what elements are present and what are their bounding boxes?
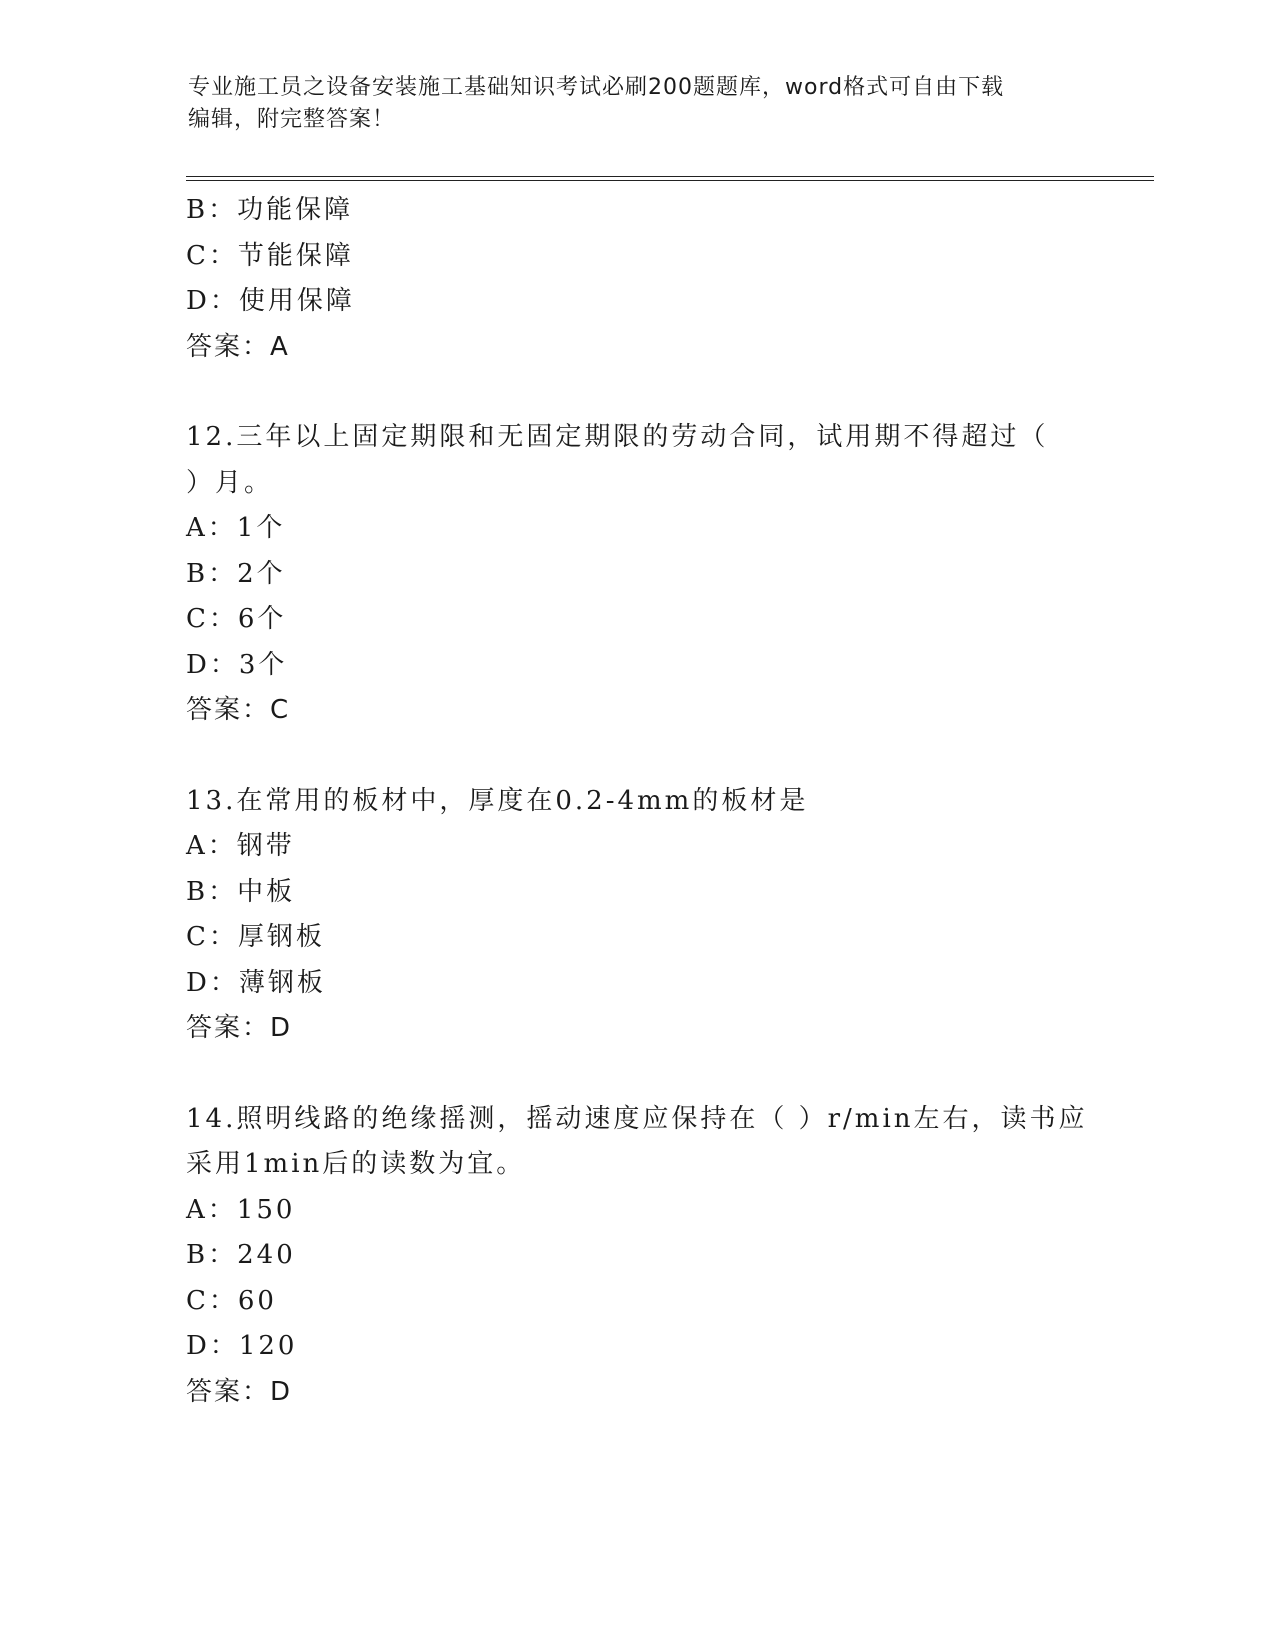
answer: 答案：C <box>186 695 291 725</box>
option-c: C：厚钢板 <box>186 922 325 952</box>
question-14 <box>186 1097 1106 1416</box>
option-a: A：1个 <box>186 513 286 543</box>
option-b: B：2个 <box>186 558 286 589</box>
header-divider <box>186 176 1154 181</box>
option-d: D：薄钢板 <box>186 967 326 998</box>
option-d: D：3个 <box>186 649 288 680</box>
question-stem: 13.在常用的板材中，厚度在0.2-4mm的板材是 <box>186 785 809 816</box>
header-line-1: 专业施工员之设备安装施工基础知识考试必刷200题题库，word格式可自由下载 <box>188 75 1005 100</box>
question-12 <box>186 415 1106 734</box>
option-d: D：120 <box>186 1331 298 1361</box>
question-stem: 14.照明线路的绝缘摇测，摇动速度应保持在（ ）r/min左右，读书应 <box>186 1103 1088 1134</box>
question-13 <box>186 779 1106 1052</box>
option-c: C：6个 <box>186 604 287 634</box>
option-d: D：使用保障 <box>186 286 355 316</box>
answer: 答案：A <box>186 331 290 362</box>
option-a: A：钢带 <box>186 831 295 861</box>
answer: 答案：D <box>186 1376 293 1407</box>
option-a: A：150 <box>186 1194 296 1225</box>
question-stem-continued: ）月。 <box>186 467 274 498</box>
option-b: B：功能保障 <box>186 195 354 225</box>
page-header <box>188 72 1088 136</box>
answer: 答案：D <box>186 1013 293 1043</box>
document-body <box>186 188 1106 1415</box>
question-11-continued <box>186 188 1106 370</box>
header-line-2: 编辑，附完整答案！ <box>188 107 396 132</box>
option-b: B：中板 <box>186 876 296 907</box>
option-b: B：240 <box>186 1240 296 1270</box>
option-c: C：60 <box>186 1285 277 1316</box>
option-c: C：节能保障 <box>186 240 354 271</box>
question-stem: 12.三年以上固定期限和无固定期限的劳动合同，试用期不得超过（ <box>186 422 1049 452</box>
question-stem-continued: 采用1min后的读数为宜。 <box>186 1149 526 1179</box>
